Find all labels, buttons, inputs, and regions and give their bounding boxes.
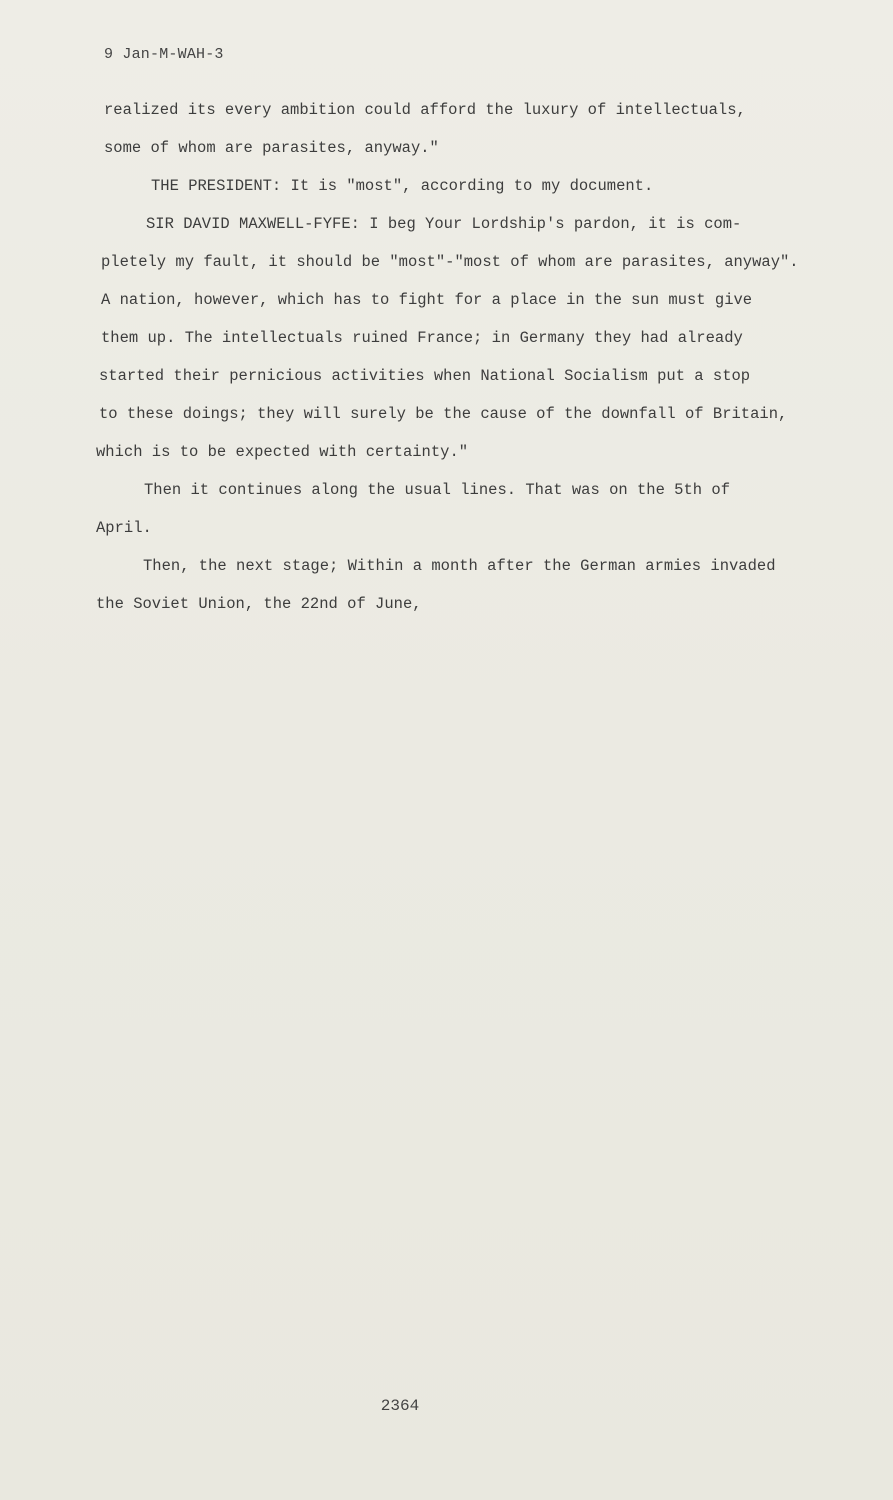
text-line: Then it continues along the usual lines. That was on the 5th of — [144, 481, 730, 499]
paragraph-4 — [96, 481, 836, 538]
text-line: Then, the next stage; Within a month after the German armies invaded — [143, 557, 776, 575]
paragraph-3 — [96, 215, 836, 462]
text-line: SIR DAVID MAXWELL-FYFE: I beg Your Lordship's pardon, it is com- — [146, 215, 742, 233]
paragraph-2 — [96, 177, 836, 196]
text-line: which is to be expected with certainty." — [96, 443, 469, 461]
text-line: A nation, however, which has to fight for a place in the sun must give — [101, 291, 753, 309]
paragraph-1 — [96, 101, 836, 158]
text-line: the Soviet Union, the 22nd of June, — [96, 595, 422, 613]
text-line: some of whom are parasites, anyway." — [104, 139, 439, 157]
document-body — [96, 101, 836, 614]
text-line: THE PRESIDENT: It is "most", according to my document. — [151, 177, 654, 195]
text-line: them up. The intellectuals ruined France; in Germany they had already — [101, 329, 743, 347]
text-line: April. — [96, 519, 152, 537]
text-line: realized its every ambition could afford the luxury of intellectuals, — [104, 101, 746, 119]
text-line: to these doings; they will surely be the cause of the downfall of Britain, — [99, 405, 788, 423]
text-line: started their pernicious activities when National Socialism put a stop — [99, 367, 751, 385]
page-number: 2364 — [380, 1397, 420, 1415]
paragraph-5 — [96, 557, 836, 614]
document-reference: 9 Jan-M-WAH-3 — [104, 46, 224, 63]
text-line: pletely my fault, it should be "most"-"most of whom are parasites, anyway". — [101, 253, 799, 271]
